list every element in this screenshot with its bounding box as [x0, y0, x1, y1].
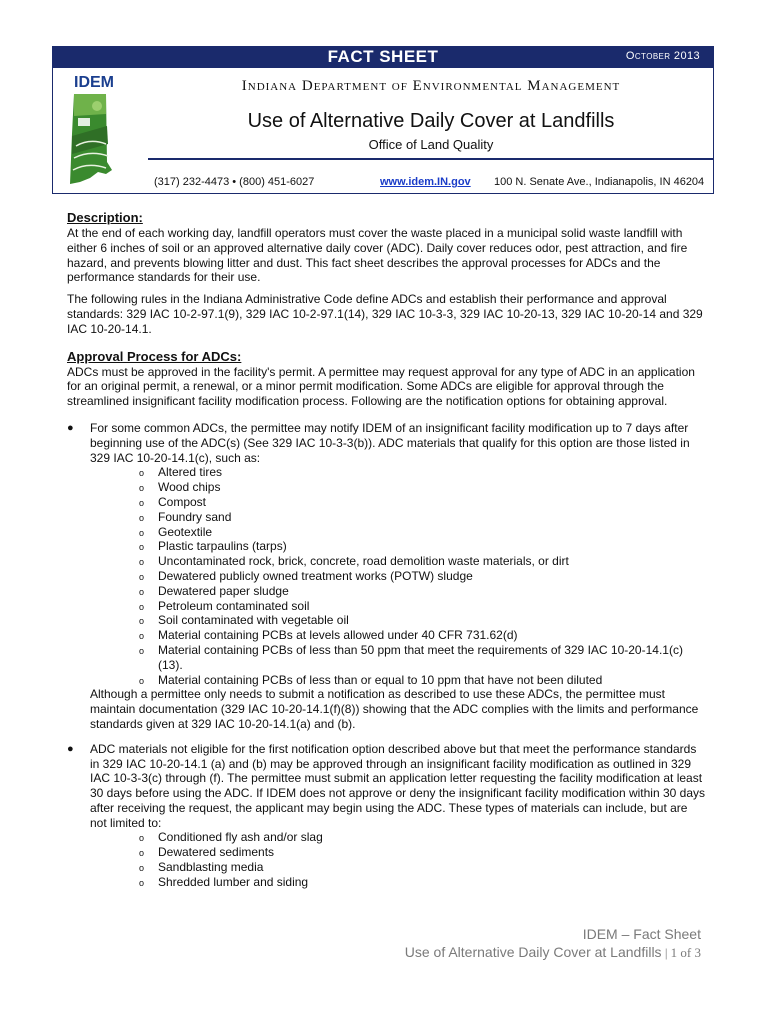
bullet-icon: ●: [67, 421, 74, 434]
sub-bullet-icon: o: [139, 848, 145, 859]
material-label: Compost: [158, 494, 207, 509]
list-item: [90, 643, 707, 673]
sub-bullet-icon: o: [139, 497, 145, 508]
sub-bullet-icon: o: [139, 645, 145, 656]
option-2-text: ADC materials not eligible for the first notification option described above but that meet the performance standards in 329 IAC 10-20-14.1 (a) and (b) may be approved through an insignificant facility modification as outlined in 329 IAC 10-3-3(c) through (f). The permittee must submit an application letter requesting the facility modification at least 30 days before using the ADC. If IDEM does not approve or deny the insignificant facility modification within 30 days after receiving the request, the applicant may begin using the ADC. These types of materials can include, but are not limited to:: [90, 741, 705, 830]
material-label: Conditioned fly ash and/or slag: [158, 830, 323, 845]
material-label: Dewatered sediments: [158, 845, 275, 860]
material-label: Uncontaminated rock, brick, concrete, road demolition waste materials, or dirt: [158, 554, 569, 569]
list-item: [90, 539, 707, 554]
list-item: [90, 554, 707, 569]
website-link[interactable]: www.idem.IN.gov: [380, 176, 471, 188]
list-item: [90, 495, 707, 510]
description-paragraph-2: The following rules in the Indiana Administrative Code define ADCs and establish their performance and approval standards: 329 IAC 10-2-97.1(9), 329 IAC 10-2-97.1(14), 329 IAC 10-3-3, 329 IAC 10-20-13, 329 IAC 10-20-14 and 329 IAC 10-20-14.1.: [67, 292, 703, 336]
footer-line-2: [405, 943, 701, 962]
description-paragraph-1: At the end of each working day, landfill operators must cover the waste placed in a municipal solid waste landfill with either 6 inches of soil or an approved alternative daily cover (ADC). Daily cover reduces odor, pest attraction, and fire hazard, and prevents blowing litter and dust. This fact sheet describes the approval processes for ADCs and the performance standards for their use.: [67, 226, 688, 285]
option-1-text: For some common ADCs, the permittee may notify IDEM of an insignificant facility modification up to 7 days after beginning use of the ADC(s) (See 329 IAC 10-3-3(b)). ADC materials that qualify for this option are those listed in 329 IAC 10-20-14.1(c), such as:: [90, 420, 690, 465]
list-item: [90, 465, 707, 480]
header-rule: [148, 158, 714, 160]
sub-bullet-icon: o: [139, 527, 145, 538]
idem-logo: [60, 74, 128, 188]
fact-sheet-band: [52, 46, 714, 68]
publication-date: October 2013: [625, 50, 700, 62]
indiana-map-icon: [60, 74, 128, 188]
sub-bullet-icon: o: [139, 468, 145, 479]
option-2-materials: [90, 830, 707, 889]
option-1-note: Although a permittee only needs to submit a notification as described to use these ADCs, the permittee must maintain documentation (329 IAC 10-20-14.1(f)(8)) showing that the ADC complies with the limits and performance standards given at 329 IAC 10-20-14.1(a) and (b).: [90, 687, 699, 731]
list-item: [90, 584, 707, 599]
sub-bullet-icon: o: [139, 833, 145, 844]
sub-bullet-icon: o: [139, 483, 145, 494]
footer-line-1: IDEM – Fact Sheet: [582, 926, 701, 942]
list-item: [67, 742, 707, 890]
material-label: Dewatered publicly owned treatment works (POTW) sludge: [158, 568, 473, 583]
material-label: Dewatered paper sludge: [158, 583, 289, 598]
sub-bullet-icon: o: [139, 675, 145, 686]
list-item: [90, 860, 707, 875]
option-1-materials: [90, 465, 707, 687]
agency-name: Indiana Department of Environmental Management: [241, 78, 621, 94]
sub-bullet-icon: o: [139, 542, 145, 553]
material-label: Petroleum contaminated soil: [158, 598, 310, 613]
sub-bullet-icon: o: [139, 877, 145, 888]
body-content: [67, 210, 707, 890]
approval-options-list: [67, 421, 707, 890]
list-item: [90, 613, 707, 628]
material-label: Shredded lumber and siding: [158, 874, 309, 889]
material-label: Altered tires: [158, 465, 223, 480]
material-label: Geotextile: [158, 524, 213, 539]
list-item: [90, 510, 707, 525]
phone-numbers: (317) 232-4473 • (800) 451-6027: [154, 176, 315, 188]
approval-intro: ADCs must be approved in the facility's permit. A permittee may request approval for any type of ADC in an application for an original permit, a renewal, or a minor permit modification. Some ADCs are eligible for approval through the streamlined insignificant facility modification process. Following are the notification options for obtaining approval.: [67, 364, 695, 409]
office-name: Office of Land Quality: [368, 137, 494, 152]
list-item: [90, 569, 707, 584]
bullet-icon: ●: [67, 742, 74, 755]
sub-bullet-icon: o: [139, 863, 145, 874]
material-label: Wood chips: [158, 480, 221, 495]
footer-title: Use of Alternative Daily Cover at Landfills: [404, 944, 662, 960]
material-label: Sandblasting media: [158, 860, 264, 875]
sub-bullet-icon: o: [139, 616, 145, 627]
page-number: | 1 of 3: [661, 945, 701, 960]
list-item: [90, 525, 707, 540]
band-title: FACT SHEET: [327, 47, 439, 66]
list-item: [90, 830, 707, 845]
sub-bullet-icon: o: [139, 571, 145, 582]
document-title: Use of Alternative Daily Cover at Landfills: [247, 110, 615, 132]
list-item: [90, 875, 707, 890]
material-label: Foundry sand: [158, 509, 232, 524]
list-item: [90, 480, 707, 495]
approval-heading: Approval Process for ADCs:: [67, 348, 242, 364]
list-item: [67, 421, 707, 732]
sub-bullet-icon: o: [139, 557, 145, 568]
material-label: Material containing PCBs at levels allowed under 40 CFR 731.62(d): [158, 628, 518, 643]
page-footer: [405, 925, 701, 962]
list-item: [90, 628, 707, 643]
material-label: Material containing PCBs of less than or equal to 10 ppm that have not been diluted: [158, 672, 603, 687]
list-item: [90, 845, 707, 860]
address: 100 N. Senate Ave., Indianapolis, IN 46204: [494, 176, 705, 188]
sub-bullet-icon: o: [139, 601, 145, 612]
material-label: Plastic tarpaulins (tarps): [158, 539, 287, 554]
material-label: Material containing PCBs of less than 50 ppm that meet the requirements of 329 IAC 10-20-14.1(c)(13).: [158, 642, 683, 672]
list-item: [90, 673, 707, 688]
logo-text: IDEM: [74, 74, 114, 91]
sub-bullet-icon: o: [139, 586, 145, 597]
sub-bullet-icon: o: [139, 512, 145, 523]
sub-bullet-icon: o: [139, 631, 145, 642]
list-item: [90, 599, 707, 614]
description-heading: Description:: [67, 210, 143, 225]
material-label: Soil contaminated with vegetable oil: [158, 613, 349, 628]
